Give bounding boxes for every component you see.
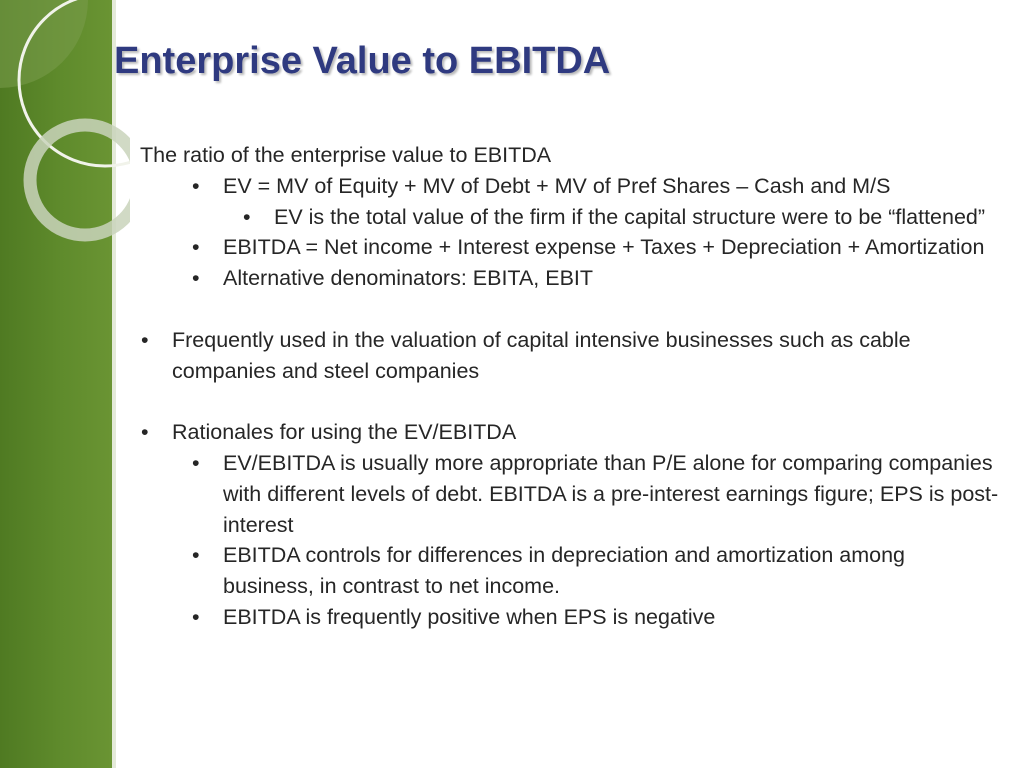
bullet-marker: • (192, 604, 200, 629)
decor-thick-ring (30, 125, 130, 235)
bullet-text: Alternative denominators: EBITA, EBIT (223, 266, 594, 291)
slide-title: Enterprise Value to EBITDA (114, 40, 611, 82)
bullet-frequent-use (140, 325, 1000, 387)
bullet-marker: • (243, 204, 251, 229)
bullet-ev-definition (140, 171, 1000, 202)
intro-line (140, 140, 1000, 171)
bullet-marker: • (141, 327, 149, 352)
bullet-marker: • (192, 173, 200, 198)
bullet-ev-ebitda-debt (140, 448, 1000, 540)
bullet-marker: • (192, 235, 200, 260)
bullet-marker: • (192, 266, 200, 291)
bullet-text: EBITDA is frequently positive when EPS is negative (223, 604, 716, 629)
bullet-text: EV = MV of Equity + MV of Debt + MV of Pref Shares – Cash and M/S (223, 173, 891, 198)
bullet-marker: • (141, 420, 149, 445)
bullet-text: EBITDA = Net income + Interest expense + Taxes + Depreciation + Amortization (223, 235, 985, 260)
intro-text: The ratio of the enterprise value to EBITDA (140, 143, 552, 167)
decor-quarter-disc (0, 0, 88, 88)
bullet-marker: • (192, 450, 200, 475)
bullet-ebitda-controls (140, 540, 1000, 602)
bullet-ebitda-positive (140, 602, 1000, 633)
spacer (140, 386, 1000, 417)
bullet-text: Rationales for using the EV/EBITDA (172, 420, 517, 445)
bullet-ebitda-definition (140, 232, 1000, 263)
slide-body (140, 140, 1000, 633)
bullet-ev-flattened (140, 202, 1000, 233)
bullet-alt-denominators (140, 263, 1000, 294)
bullet-rationales (140, 417, 1000, 448)
decorative-rings (0, 0, 130, 300)
spacer (140, 294, 1000, 325)
bullet-text: Frequently used in the valuation of capital intensive businesses such as cable companies and steel companies (172, 327, 911, 383)
bullet-text: EBITDA controls for differences in depreciation and amortization among business, in contrast to net income. (223, 543, 905, 599)
bullet-marker: • (192, 543, 200, 568)
bullet-text: EV is the total value of the firm if the capital structure were to be “flattened” (274, 204, 986, 229)
bullet-text: EV/EBITDA is usually more appropriate than P/E alone for comparing companies with different levels of debt. EBITDA is a pre-interest earnings figure; EPS is post-interest (223, 450, 999, 537)
